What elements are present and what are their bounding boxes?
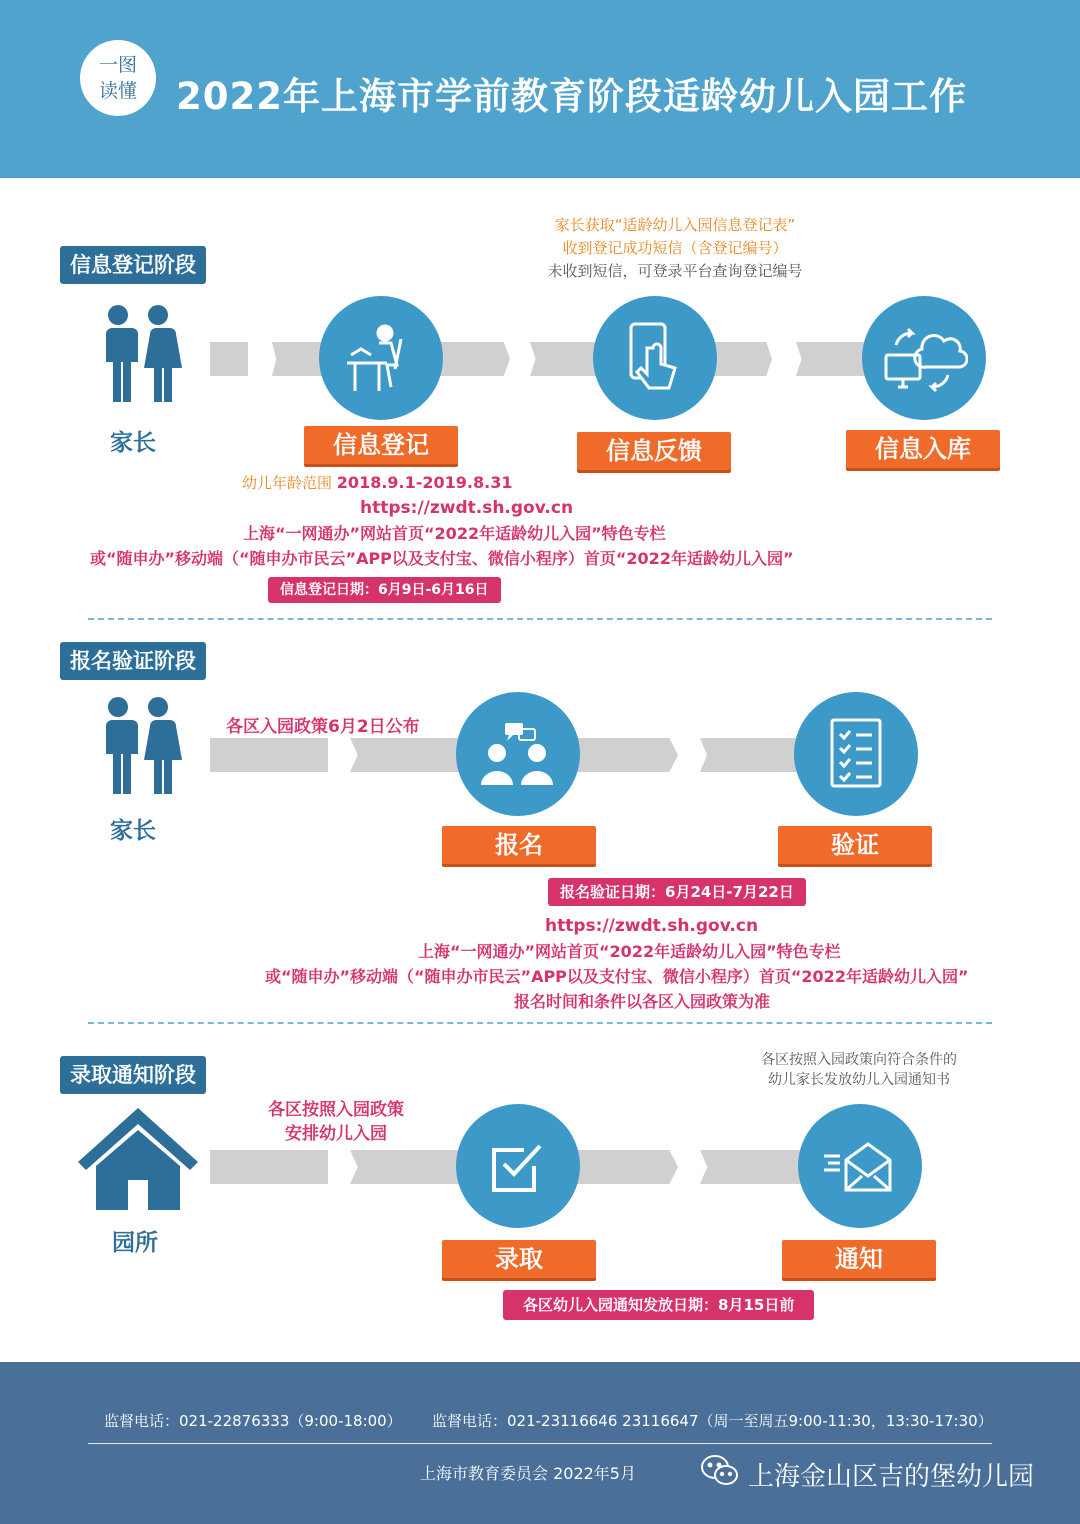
step-admission: 录取 (442, 1240, 596, 1278)
issuer: 上海市教育委员会 2022年5月 (420, 1464, 636, 1483)
actor-parent: 家长 (110, 430, 156, 456)
house-icon (78, 1108, 198, 1212)
account-name: 上海金山区吉的堡幼儿园 (748, 1462, 1035, 1492)
database-circle (862, 296, 986, 420)
top-note-line-2: 收到登记成功短信（含登记编号） (562, 239, 788, 257)
badge-line-1: 一图 (98, 54, 137, 76)
application-date: 报名验证日期：6月24日-7月22日 (548, 878, 806, 906)
admission-circle (456, 1104, 580, 1228)
people-chat-icon (473, 719, 563, 789)
age-range (242, 472, 512, 493)
phone-touch-icon (625, 320, 685, 396)
step-database: 信息入库 (846, 430, 1000, 468)
notice-date: 各区幼儿入园通知发放日期：8月15日前 (503, 1290, 814, 1320)
flow-band (570, 738, 678, 772)
step-application: 报名 (442, 826, 596, 864)
actor-parent: 家长 (110, 818, 156, 844)
step-notice: 通知 (782, 1240, 936, 1278)
age-range-label: 幼儿年龄范围 (242, 474, 333, 492)
arrange-note (244, 1098, 428, 1146)
application-url[interactable]: https://zwdt.sh.gov.cn (545, 916, 759, 936)
registration-url[interactable]: https://zwdt.sh.gov.cn (360, 498, 574, 518)
wechat-icon (700, 1454, 740, 1488)
arrange-note-line-1: 各区按照入园政策 (268, 1100, 404, 1120)
page-title: 2022年上海市学前教育阶段适龄幼儿入园工作 (176, 75, 967, 118)
footer-divider (88, 1443, 992, 1444)
registration-date: 信息登记日期：6月9日-6月16日 (268, 577, 501, 603)
envelope-icon (820, 1136, 900, 1196)
flow-band (700, 738, 800, 772)
checkbox-icon (488, 1136, 548, 1196)
badge-line-2: 读懂 (98, 80, 137, 102)
stage2-line-3: 报名时间和条件以各区入园政策为准 (514, 992, 771, 1011)
flow-band (350, 1150, 460, 1184)
person-at-desk-icon (341, 323, 421, 393)
section-divider (88, 618, 992, 620)
step-verification: 验证 (778, 826, 932, 864)
stage-label-application: 报名验证阶段 (60, 642, 206, 680)
stage2-line-1: 上海“一网通办”网站首页“2022年适龄幼儿入园”特色专栏 (418, 942, 841, 961)
arrange-note-line-2: 安排幼儿入园 (285, 1124, 387, 1144)
registration-circle (319, 296, 443, 420)
notice-circle (798, 1104, 922, 1228)
notice-note (734, 1050, 984, 1090)
flow-band (700, 1150, 804, 1184)
policy-note: 各区入园政策6月2日公布 (226, 717, 420, 737)
flow-band (210, 1150, 328, 1184)
feedback-circle (593, 296, 717, 420)
parents-icon (94, 696, 182, 796)
top-note-line-1: 家长获取“适龄幼儿入园信息登记表” (554, 216, 796, 234)
top-note-line-3: 未收到短信，可登录平台查询登记编号 (547, 262, 803, 280)
header-badge (80, 40, 156, 116)
parents-icon (94, 304, 182, 404)
actor-kindergarten: 园所 (112, 1230, 158, 1256)
step-feedback: 信息反馈 (577, 432, 731, 470)
flow-band (210, 738, 328, 772)
notice-note-line-2: 幼儿家长发放幼儿入园通知书 (768, 1072, 950, 1088)
application-circle (456, 692, 580, 816)
stage1-line-1: 上海“一网通办”网站首页“2022年适龄幼儿入园”特色专栏 (243, 524, 666, 543)
stage1-top-note (480, 214, 870, 283)
section-divider (88, 1022, 992, 1024)
age-range-value: 2018.9.1-2019.8.31 (336, 473, 513, 492)
flow-band (570, 1150, 678, 1184)
stage-label-registration: 信息登记阶段 (60, 246, 206, 284)
stage-label-admission: 录取通知阶段 (60, 1056, 206, 1094)
flow-band (350, 738, 460, 772)
checklist-icon (826, 716, 886, 792)
notice-note-line-1: 各区按照入园政策向符合条件的 (761, 1052, 957, 1068)
stage1-line-2: 或“随申办”移动端（“随申办市民云”APP以及支付宝、微信小程序）首页“2022年适龄幼儿入园” (90, 549, 794, 568)
flow-band (210, 342, 248, 376)
verification-circle (794, 692, 918, 816)
step-registration: 信息登记 (304, 426, 458, 464)
cloud-sync-icon (880, 319, 968, 397)
hotline-1: 监督电话：021-22876333（9:00-18:00） (104, 1412, 402, 1430)
hotline-2: 监督电话：021-23116646 23116647（周一至周五9:00-11:30，13:30-17:30） (432, 1412, 993, 1430)
stage2-line-2: 或“随申办”移动端（“随申办市民云”APP以及支付宝、微信小程序）首页“2022年适龄幼儿入园” (265, 967, 969, 986)
